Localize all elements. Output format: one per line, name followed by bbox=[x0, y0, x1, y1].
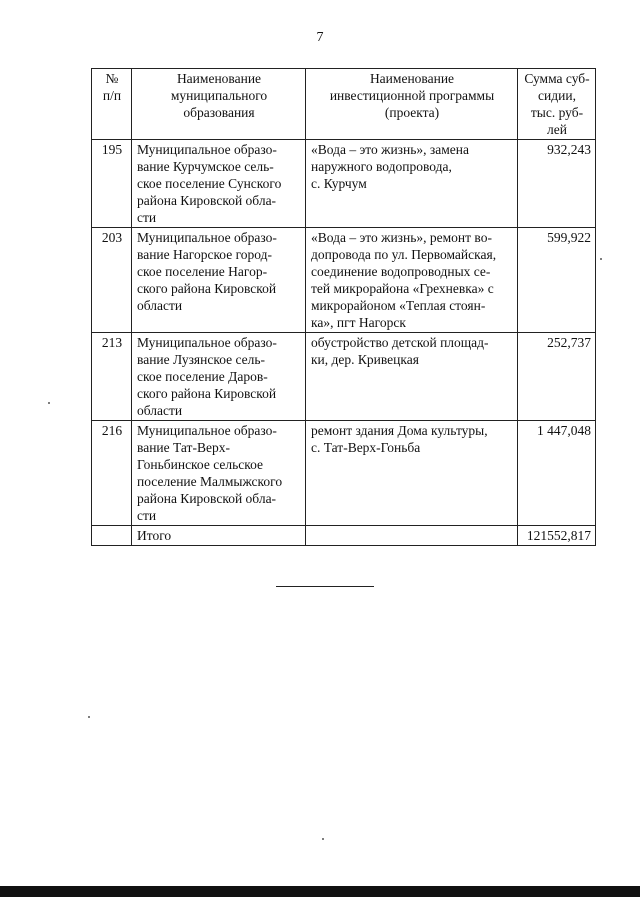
row-amount: 932,243 bbox=[518, 140, 596, 228]
row-number: 213 bbox=[92, 333, 132, 421]
header-program: Наименование инвестиционной программы (проекта) bbox=[306, 69, 518, 140]
subsidy-table bbox=[91, 68, 596, 546]
table-row bbox=[92, 333, 596, 421]
row-amount: 1 447,048 bbox=[518, 421, 596, 526]
header-municipality: Наименование муниципального образования bbox=[132, 69, 306, 140]
total-program-cell bbox=[306, 526, 518, 546]
row-program: обустройство детской площад- ки, дер. Кривецкая bbox=[306, 333, 518, 421]
row-municipality: Муниципальное образо- вание Нагорское город- ское поселение Нагор- ского района Кировской области bbox=[132, 228, 306, 333]
row-program: «Вода – это жизнь», замена наружного водопровода, с. Курчум bbox=[306, 140, 518, 228]
table-row bbox=[92, 228, 596, 333]
row-number: 216 bbox=[92, 421, 132, 526]
row-number: 203 bbox=[92, 228, 132, 333]
header-number: № п/п bbox=[92, 69, 132, 140]
scan-speck bbox=[322, 838, 324, 840]
row-program: ремонт здания Дома культуры, с. Тат-Верх-Гоньба bbox=[306, 421, 518, 526]
scan-speck bbox=[48, 402, 50, 404]
page-number: 7 bbox=[316, 30, 324, 45]
row-number: 195 bbox=[92, 140, 132, 228]
scan-speck bbox=[600, 258, 602, 260]
header-amount: Сумма суб- сидии, тыс. руб- лей bbox=[518, 69, 596, 140]
total-row bbox=[92, 526, 596, 546]
table-row bbox=[92, 421, 596, 526]
row-municipality: Муниципальное образо- вание Тат-Верх- Гоньбинское сельское поселение Малмыжского района Кировской обла- сти bbox=[132, 421, 306, 526]
closing-separator-line bbox=[276, 586, 374, 587]
total-label: Итого bbox=[132, 526, 306, 546]
row-municipality: Муниципальное образо- вание Курчумское сель- ское поселение Сунского района Кировской обла- сти bbox=[132, 140, 306, 228]
row-municipality: Муниципальное образо- вание Лузянское сель- ское поселение Даров- ского района Кировской области bbox=[132, 333, 306, 421]
row-program: «Вода – это жизнь», ремонт во- допровода по ул. Первомайская, соединение водопроводных се- тей микрорайона «Грехневка» с микрорайоном «Теплая стоян- ка», пгт Нагорск bbox=[306, 228, 518, 333]
total-number-cell bbox=[92, 526, 132, 546]
scan-speck bbox=[88, 716, 90, 718]
total-amount: 121552,817 bbox=[518, 526, 596, 546]
table-row bbox=[92, 140, 596, 228]
row-amount: 599,922 bbox=[518, 228, 596, 333]
scan-edge-bar bbox=[0, 886, 640, 897]
row-amount: 252,737 bbox=[518, 333, 596, 421]
table-header-row bbox=[92, 69, 596, 140]
